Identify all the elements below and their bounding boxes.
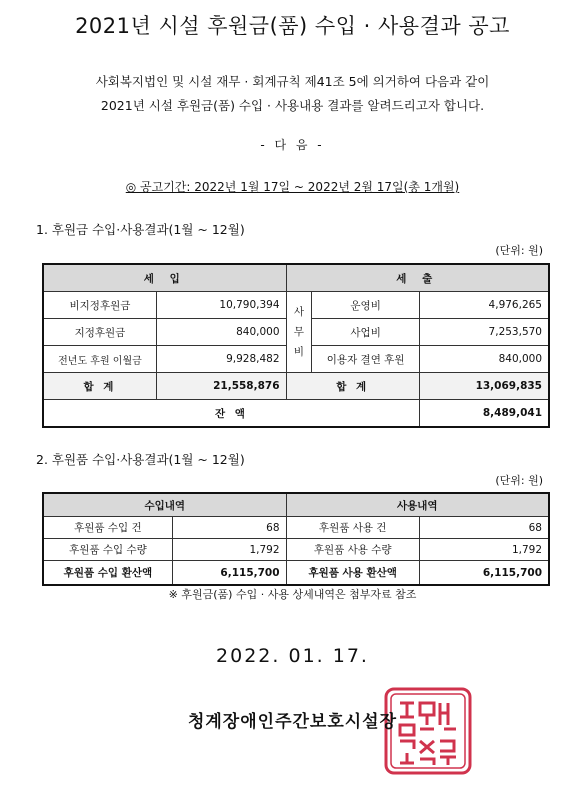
expense-value: 7,253,570 [419, 319, 549, 346]
income-header: 세 입 [43, 264, 286, 292]
income-total-label: 합 계 [43, 373, 156, 400]
table-row [43, 517, 549, 539]
goods-income-label: 후원품 수입 환산액 [43, 561, 172, 586]
goods-usage-header: 사용내역 [286, 493, 549, 517]
attachment-note: ※ 후원금(품) 수입 · 사용 상세내역은 첨부자료 참조 [168, 588, 417, 601]
total-row [43, 373, 549, 400]
expense-label: 사업비 [312, 319, 419, 346]
expense-value: 840,000 [419, 346, 549, 373]
goods-usage-value: 1,792 [419, 539, 549, 561]
balance-value: 8,489,041 [419, 400, 549, 428]
goods-income-label: 후원품 수입 수량 [43, 539, 172, 561]
goods-usage-label: 후원품 사용 수량 [286, 539, 419, 561]
office-expense-label [286, 292, 312, 373]
goods-income-value: 68 [172, 517, 286, 539]
table-header-row [43, 264, 549, 292]
goods-income-label: 후원품 수입 건 [43, 517, 172, 539]
organization-signature: 청계장애인주간보호시설장 [187, 712, 398, 732]
balance-row [43, 400, 549, 428]
donation-goods-table [42, 492, 550, 586]
expense-header: 세 출 [286, 264, 549, 292]
office-expense-char: 무 [293, 326, 305, 338]
goods-usage-value: 68 [419, 517, 549, 539]
expense-value: 4,976,265 [419, 292, 549, 319]
dae-eum-heading: - 다 음 - [260, 138, 325, 152]
section1-heading: 1. 후원금 수입·사용결과(1월 ~ 12월) [36, 222, 245, 237]
table-row [43, 292, 549, 319]
office-expense-char: 비 [293, 346, 305, 358]
section1-unit: (단위: 원) [495, 244, 543, 257]
income-value: 9,928,482 [156, 346, 286, 373]
income-label: 전년도 후원 이월금 [43, 346, 156, 373]
income-total-value: 21,558,876 [156, 373, 286, 400]
goods-usage-label: 후원품 사용 건 [286, 517, 419, 539]
intro-line-1: 사회복지법인 및 시설 재무 · 회계규칙 제41조 5에 의거하여 다음과 같이 [95, 74, 490, 89]
notice-date: 2022. 01. 17. [216, 645, 369, 667]
income-label: 지정후원금 [43, 319, 156, 346]
goods-income-value: 1,792 [172, 539, 286, 561]
donation-money-table [42, 263, 550, 428]
office-expense-char: 사 [293, 306, 305, 318]
goods-income-value: 6,115,700 [172, 561, 286, 586]
table-row [43, 539, 549, 561]
notice-period [0, 178, 585, 195]
expense-label: 운영비 [312, 292, 419, 319]
income-value: 10,790,394 [156, 292, 286, 319]
intro-paragraph [0, 70, 585, 118]
section2-heading: 2. 후원품 수입·사용결과(1월 ~ 12월) [36, 452, 245, 467]
goods-usage-value: 6,115,700 [419, 561, 549, 586]
section2-unit: (단위: 원) [495, 474, 543, 487]
document-title: 2021년 시설 후원금(품) 수입 · 사용결과 공고 [75, 14, 510, 38]
table-row [43, 561, 549, 586]
expense-label: 이용자 결연 후원 [312, 346, 419, 373]
goods-income-header: 수입내역 [43, 493, 286, 517]
intro-line-2: 2021년 시설 후원금(품) 수입 · 사용내용 결과를 알려드리고자 합니다. [100, 98, 485, 113]
notice-period-text: ◎ 공고기간: 2022년 1월 17일 ~ 2022년 2월 17일(총 1개월) [125, 180, 460, 194]
expense-total-label: 합 계 [286, 373, 419, 400]
goods-usage-label: 후원품 사용 환산액 [286, 561, 419, 586]
expense-total-value: 13,069,835 [419, 373, 549, 400]
balance-label: 잔 액 [43, 400, 419, 428]
income-value: 840,000 [156, 319, 286, 346]
income-label: 비지정후원금 [43, 292, 156, 319]
table-header-row [43, 493, 549, 517]
